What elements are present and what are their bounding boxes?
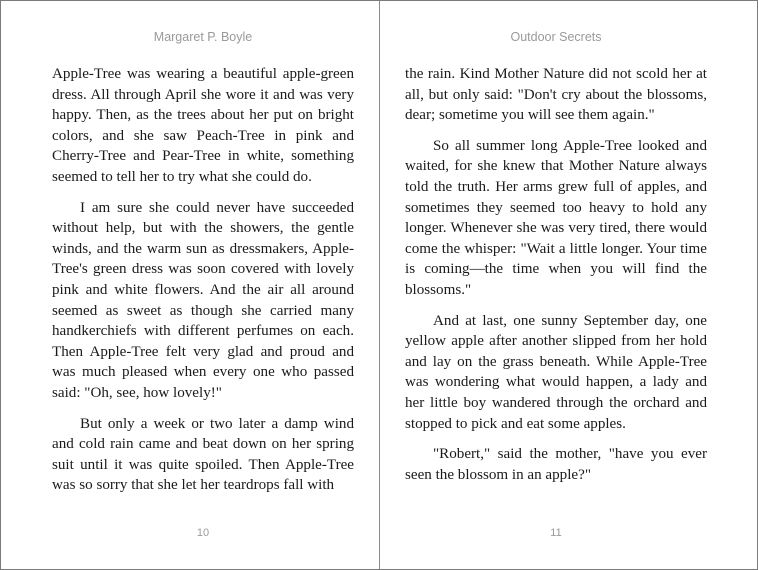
- paragraph: the rain. Kind Mother Nature did not scold her at all, but only said: "Don't cry about the blossoms, dear; sometime you will see them again.": [405, 66, 707, 124]
- right-page[interactable]: [405, 1, 707, 569]
- right-page-number: 11: [550, 527, 562, 539]
- paragraph: Apple-Tree was wearing a beautiful apple-green dress. All through April she wore it and was very happy. Then, as the trees about her put on bright colors, and she saw Peach-Tree in pink and Cherry-Tree and Pear-Tree in white, something seemed to tell her to try what she could do.: [52, 66, 354, 185]
- left-page-body: [52, 64, 354, 506]
- right-page-body: [405, 64, 707, 495]
- paragraph: "Robert," said the mother, "have you ever seen the blossom in an apple?": [405, 446, 707, 483]
- left-page-number: 10: [196, 527, 210, 539]
- left-page[interactable]: [52, 1, 354, 569]
- paragraph: And at last, one sunny September day, one yellow apple after another slipped from her hold and lay on the grass beneath. While Apple-Tree was wondering what would happen, a lady and her little boy wandered through the orchard and stopped to pick and eat some apples.: [405, 312, 707, 432]
- right-running-head: Outdoor Secrets: [510, 30, 602, 44]
- paragraph: So all summer long Apple-Tree looked and waited, for she knew that Mother Nature always told the truth. Her arms grew full of apples, and sometimes they seemed too heavy to hold any longer. Whenever she was very tired, there would come the whisper: "Wait a little longer. Your time is coming—the time when you will find the blossoms.": [405, 137, 707, 298]
- paragraph: I am sure she could never have succeeded without help, but with the showers, the gentle winds, and the warm sun as dressmakers, Apple-Tree's green dress was soon covered with lovely pink and white flowers. And the air all around seemed as sweet as though she carried many handkerchiefs with different perfumes on each. Then Apple-Tree felt very glad and proud and was much pleased when every one who passed said: "Oh, see, how lovely!": [52, 199, 354, 401]
- left-running-head: Margaret P. Boyle: [153, 30, 253, 44]
- page-gutter-divider: [379, 1, 380, 569]
- paragraph: But only a week or two later a damp wind and cold rain came and beat down on her spring suit until it was quite spoiled. Then Apple-Tree was so sorry that she let her teardrops fall with: [52, 415, 354, 494]
